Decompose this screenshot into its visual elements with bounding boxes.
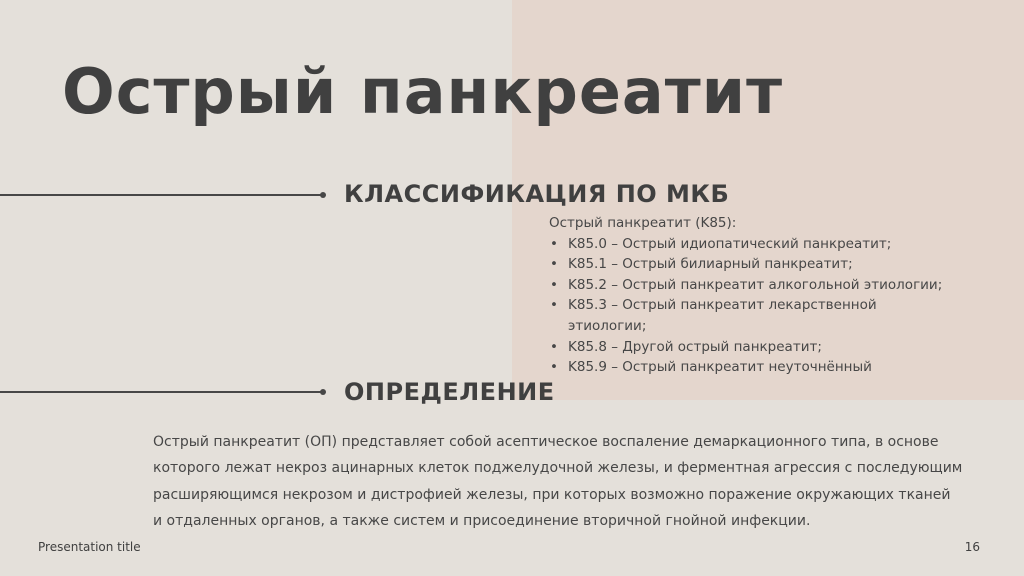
mkb-code-list (549, 234, 949, 378)
definition-text: Острый панкреатит (ОП) представляет собой асептическое воспаление демаркационного типа, в основе которого лежат некроз ацинарных клеток поджелудочной железы, и ферментная агрессия с последующим расширяющимся некрозом и дистрофией железы, при которых возможно поражение окружающих тканей и отдаленных органов, а также систем и присоединение вторичной гнойной инфекции. (153, 434, 963, 530)
mkb-classification-list (549, 213, 949, 401)
footer-presentation-title: Presentation title (38, 540, 141, 554)
mkb-code-k85-9: K85.9 – Острый панкреатит неуточнённый (568, 359, 872, 376)
mkb-heading: КЛАССИФИКАЦИЯ ПО МКБ (344, 180, 730, 208)
definition-divider-line (0, 391, 323, 393)
list-item (549, 254, 949, 275)
page-number: 16 (964, 540, 980, 554)
bullet-icon: • (550, 276, 558, 293)
slide-title: Острый панкреатит (62, 55, 784, 128)
mkb-divider-dot (320, 192, 326, 198)
mkb-divider-line (0, 194, 323, 196)
definition-heading: ОПРЕДЕЛЕНИЕ (344, 378, 555, 406)
bullet-icon: • (550, 256, 558, 273)
list-item (549, 357, 949, 378)
bullet-icon: • (550, 235, 558, 252)
list-item (549, 275, 949, 296)
list-item (549, 337, 949, 358)
list-item (549, 234, 949, 255)
mkb-intro: Острый панкреатит (K85): (549, 215, 737, 231)
mkb-code-k85-0: K85.0 – Острый идиопатический панкреатит; (568, 235, 892, 252)
list-item (549, 295, 949, 336)
bullet-icon: • (550, 338, 558, 355)
mkb-code-k85-3: K85.3 – Острый панкреатит лекарственной этиологии; (568, 297, 877, 334)
mkb-code-k85-1: K85.1 – Острый билиарный панкреатит; (568, 256, 853, 273)
mkb-code-k85-2: K85.2 – Острый панкреатит алкогольной этиологии; (568, 276, 943, 293)
definition-divider-dot (320, 389, 326, 395)
mkb-code-k85-8: K85.8 – Другой острый панкреатит; (568, 338, 822, 355)
bullet-icon: • (550, 297, 558, 314)
bullet-icon: • (550, 359, 558, 376)
